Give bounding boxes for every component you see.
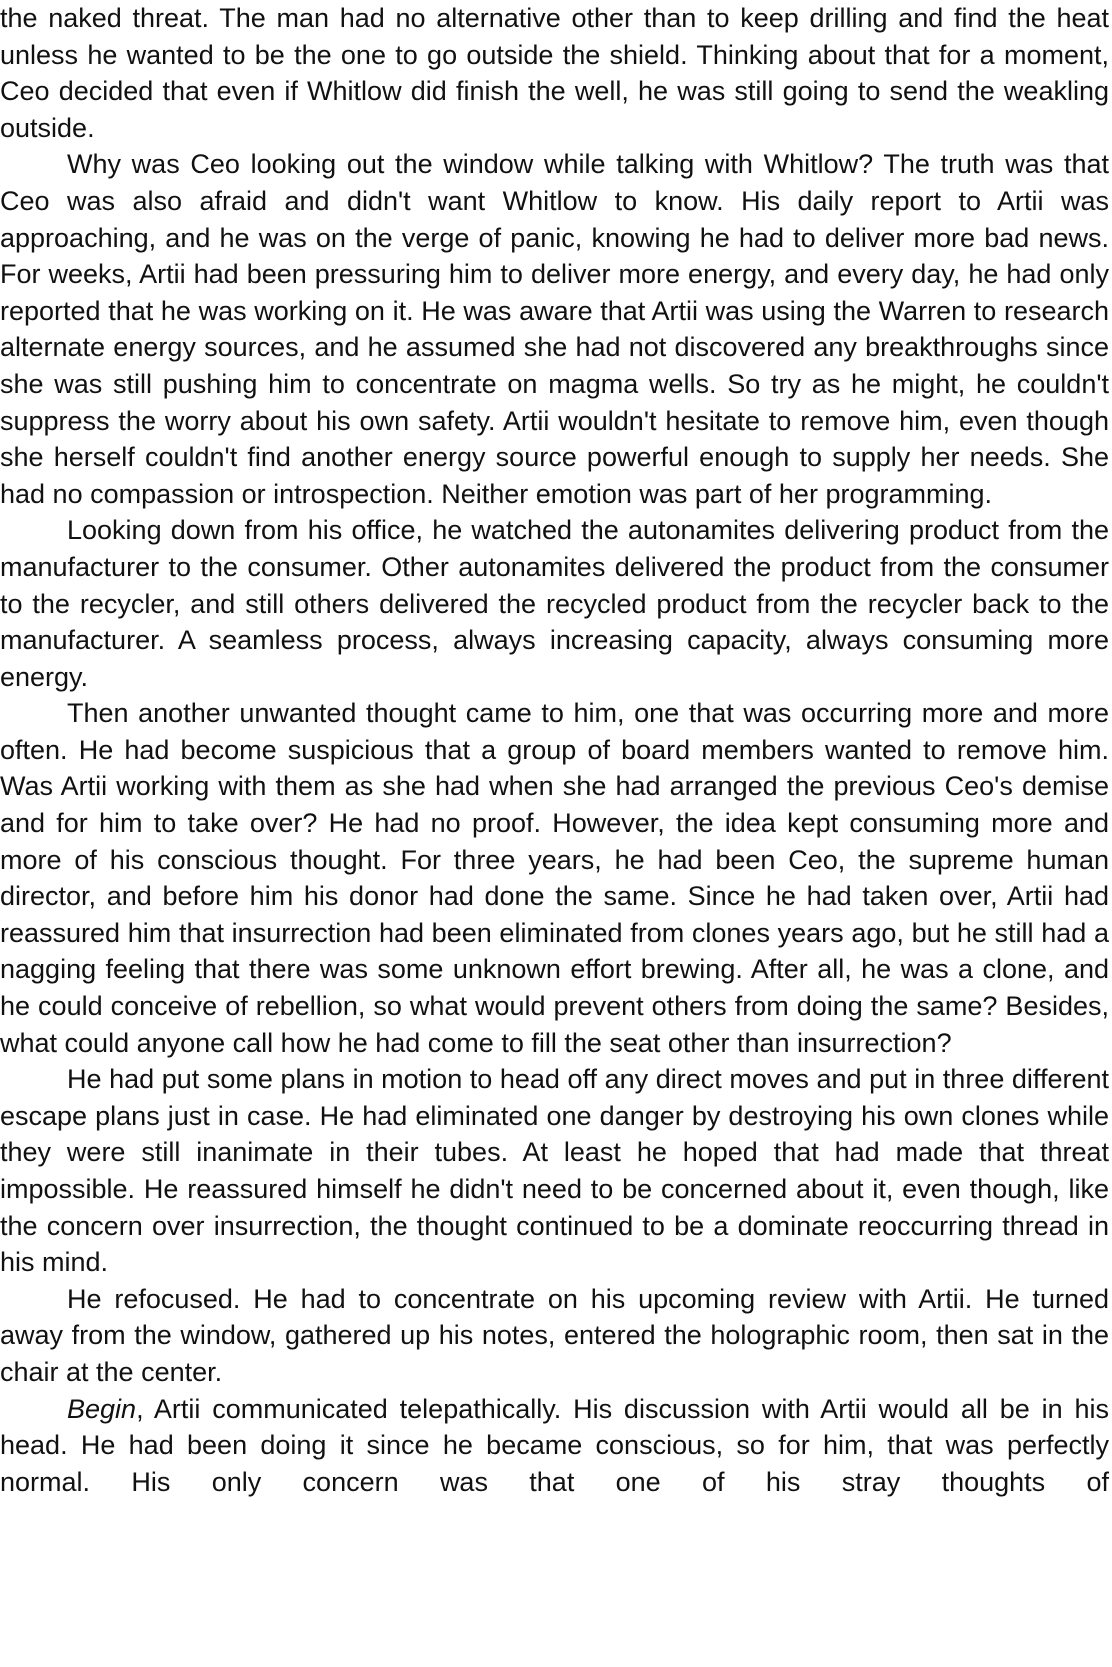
paragraph-3: Looking down from his office, he watched the autonamites delivering product from the manufacturer to the consumer. Other autonamites delivered the product from the consumer to the recycler, and still others delivered the recycled product from the recycler back to the manufacturer. A seamless process, always increasing capacity, always consuming more energy. (0, 515, 1109, 692)
paragraph-6: He refocused. He had to concentrate on his upcoming review with Artii. He turned away from the window, gathered up his notes, entered the holographic room, then sat in the chair at the center. (0, 1283, 1109, 1387)
paragraph-2: Why was Ceo looking out the window while talking with Whitlow? The truth was that Ceo was also afraid and didn't want Whitlow to know. His daily report to Artii was approaching, and he was on the verge of panic, knowing he had to deliver more bad news. For weeks, Artii had been pressuring him to deliver more energy, and every day, he had only reported that he was working on it. He was aware that Artii was using the Warren to research alternate energy sources, and he assumed she had not discovered any breakthroughs since she was still pushing him to concentrate on magma wells. So try as he might, he couldn't suppress the worry about his own safety. Artii wouldn't hesitate to remove him, even though she herself couldn't find another energy source powerful enough to supply her needs. She had no compassion or introspection. Neither emotion was part of her programming. (0, 149, 1109, 509)
paragraph-1: the naked threat. The man had no alternative other than to keep drilling and find the heat unless he wanted to be the one to go outside the shield. Thinking about that for a moment, Ceo decided that even if Whitlow did finish the well, he was still going to send the weakling outside. (0, 3, 1109, 143)
italic-lead-word: Begin (67, 1393, 137, 1424)
paragraph-7 (0, 1391, 1109, 1501)
paragraph-4: Then another unwanted thought came to him, one that was occurring more and more often. He had become suspicious that a group of board members wanted to remove him. Was Artii working with them as she had when she had arranged the previous Ceo's demise and for him to take over? He had no proof. However, the idea kept consuming more and more of his conscious thought. For three years, he had been Ceo, the supreme human director, and before him his donor had done the same. Since he had taken over, Artii had reassured him that insurrection had been eliminated from clones years ago, but he still had a nagging feeling that there was some unknown effort brewing. After all, he was a clone, and he could conceive of rebellion, so what would prevent others from doing the same? Besides, what could anyone call how he had come to fill the seat other than insurrection? (0, 698, 1109, 1058)
paragraph-5: He had put some plans in motion to head off any direct moves and put in three different escape plans just in case. He had eliminated one danger by destroying his own clones while they were still inanimate in their tubes. At least he hoped that had made that threat impossible. He reassured himself he didn't need to be concerned about it, even though, like the concern over insurrection, the thought continued to be a dominate reoccurring thread in his mind. (0, 1064, 1109, 1278)
paragraph-7-text: , Artii communicated telepathically. His discussion with Artii would all be in his head. He had been doing it since he became conscious, so for him, that was perfectly normal. His only concern was that one of his stray thoughts of (0, 1393, 1109, 1497)
